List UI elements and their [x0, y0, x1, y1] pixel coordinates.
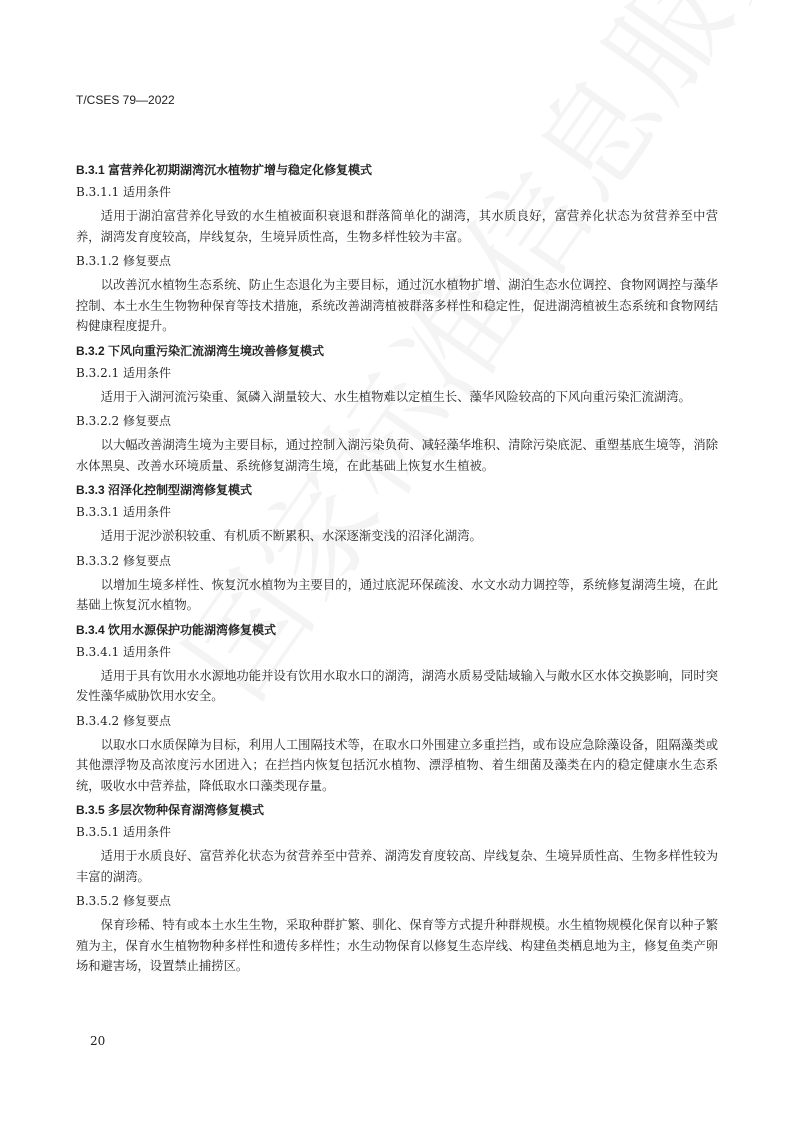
paragraph-b312: 以改善沉水植物生态系统、防止生态退化为主要目标，通过沉水植物扩增、湖泊生态水位调控、食物网调控与藻华控制、本土水生生物物种保育等技术措施，系统改善湖湾植被群落多样性和稳定性，促进湖湾植被生态系统和食物网结构健康程度提升。 [76, 278, 718, 333]
paragraph-b322: 以大幅改善湖湾生境为主要目标，通过控制入湖污染负荷、减轻藻华堆积、清除污染底泥、重塑基底生境等，消除水体黑臭、改善水环境质量、系统修复湖湾生境，在此基础上恢复水生植被。 [76, 438, 718, 473]
subsection-title-b341: B.3.4.1 适用条件 [76, 644, 171, 659]
document-body [76, 158, 718, 983]
paragraph-b351: 适用于水质良好、富营养化状态为贫营养至中营养、湖湾发育度较高、岸线复杂、生境异质性高、生物多样性较为丰富的湖湾。 [76, 849, 718, 884]
paragraph-b311: 适用于湖泊富营养化导致的水生植被面积衰退和群落简单化的湖湾，其水质良好，富营养化状态为贫营养至中营养，湖湾发育度较高，岸线复杂，生境异质性高，生物多样性较为丰富。 [76, 209, 718, 244]
paragraph-b342: 以取水口水质保障为目标，利用人工围隔技术等，在取水口外围建立多重拦挡，或布设应急除藻设备，阻隔藻类或其他漂浮物及高浓度污水团进入；在拦挡内恢复包括沉水植物、漂浮植物、着生细菌及藻类在内的稳定健康水生态系统，吸收水中营养盐，降低取水口藻类现存量。 [76, 737, 718, 793]
paragraph-b331: 适用于泥沙淤积较重、有机质不断累积、水深逐渐变浅的沼泽化湖湾。 [100, 529, 482, 543]
subsection-title-b321: B.3.2.1 适用条件 [76, 365, 171, 380]
document-code: T/CSES 79—2022 [76, 93, 175, 107]
subsection-title-b342: B.3.4.2 修复要点 [76, 713, 171, 728]
subsection-title-b312: B.3.1.2 修复要点 [76, 254, 171, 268]
paragraph-b341: 适用于具有饮用水水源地功能并设有饮用水取水口的湖湾，湖湾水质易受陆域输入与敞水区水体交换影响，同时突发性藻华威胁饮用水安全。 [76, 668, 718, 703]
subsection-title-b322: B.3.2.2 修复要点 [76, 414, 171, 428]
paragraph-b352: 保育珍稀、特有或本土水生生物，采取种群扩繁、驯化、保育等方式提升种群规模。水生植物规模化保育以种子繁殖为主，保育水生植物物种多样性和遗传多样性；水生动物保育以修复生态岸线、构建鱼类栖息地为主，修复鱼类产卵场和避害场，设置禁止捕捞区。 [76, 918, 718, 973]
paragraph-b321: 适用于入湖河流污染重、氮磷入湖量较大、水生植物难以定植生长、藻华风险较高的下风向重污染汇流湖湾。 [100, 389, 691, 404]
section-title-b31: B.3.1 富营养化初期湖湾沉水植物扩增与稳定化修复模式 [76, 163, 373, 177]
subsection-title-b311: B.3.1.1 适用条件 [76, 185, 171, 199]
section-title-b35: B.3.5 多层次物种保育湖湾修复模式 [76, 803, 265, 817]
paragraph-b332: 以增加生境多样性、恢复沉水植物为主要目的，通过底泥环保疏浚、水文水动力调控等，系统修复湖湾生境，在此基础上恢复沉水植物。 [76, 577, 718, 612]
page-number: 20 [90, 1034, 106, 1048]
section-title-b33: B.3.3 沼泽化控制型湖湾修复模式 [76, 483, 253, 497]
section-title-b32: B.3.2 下风向重污染汇流湖湾生境改善修复模式 [76, 343, 325, 358]
subsection-title-b331: B.3.3.1 适用条件 [76, 505, 171, 519]
subsection-title-b332: B.3.3.2 修复要点 [76, 553, 171, 568]
section-title-b34: B.3.4 饮用水源保护功能湖湾修复模式 [76, 622, 277, 637]
subsection-title-b352: B.3.5.2 修复要点 [76, 894, 171, 908]
subsection-title-b351: B.3.5.1 适用条件 [76, 825, 171, 839]
